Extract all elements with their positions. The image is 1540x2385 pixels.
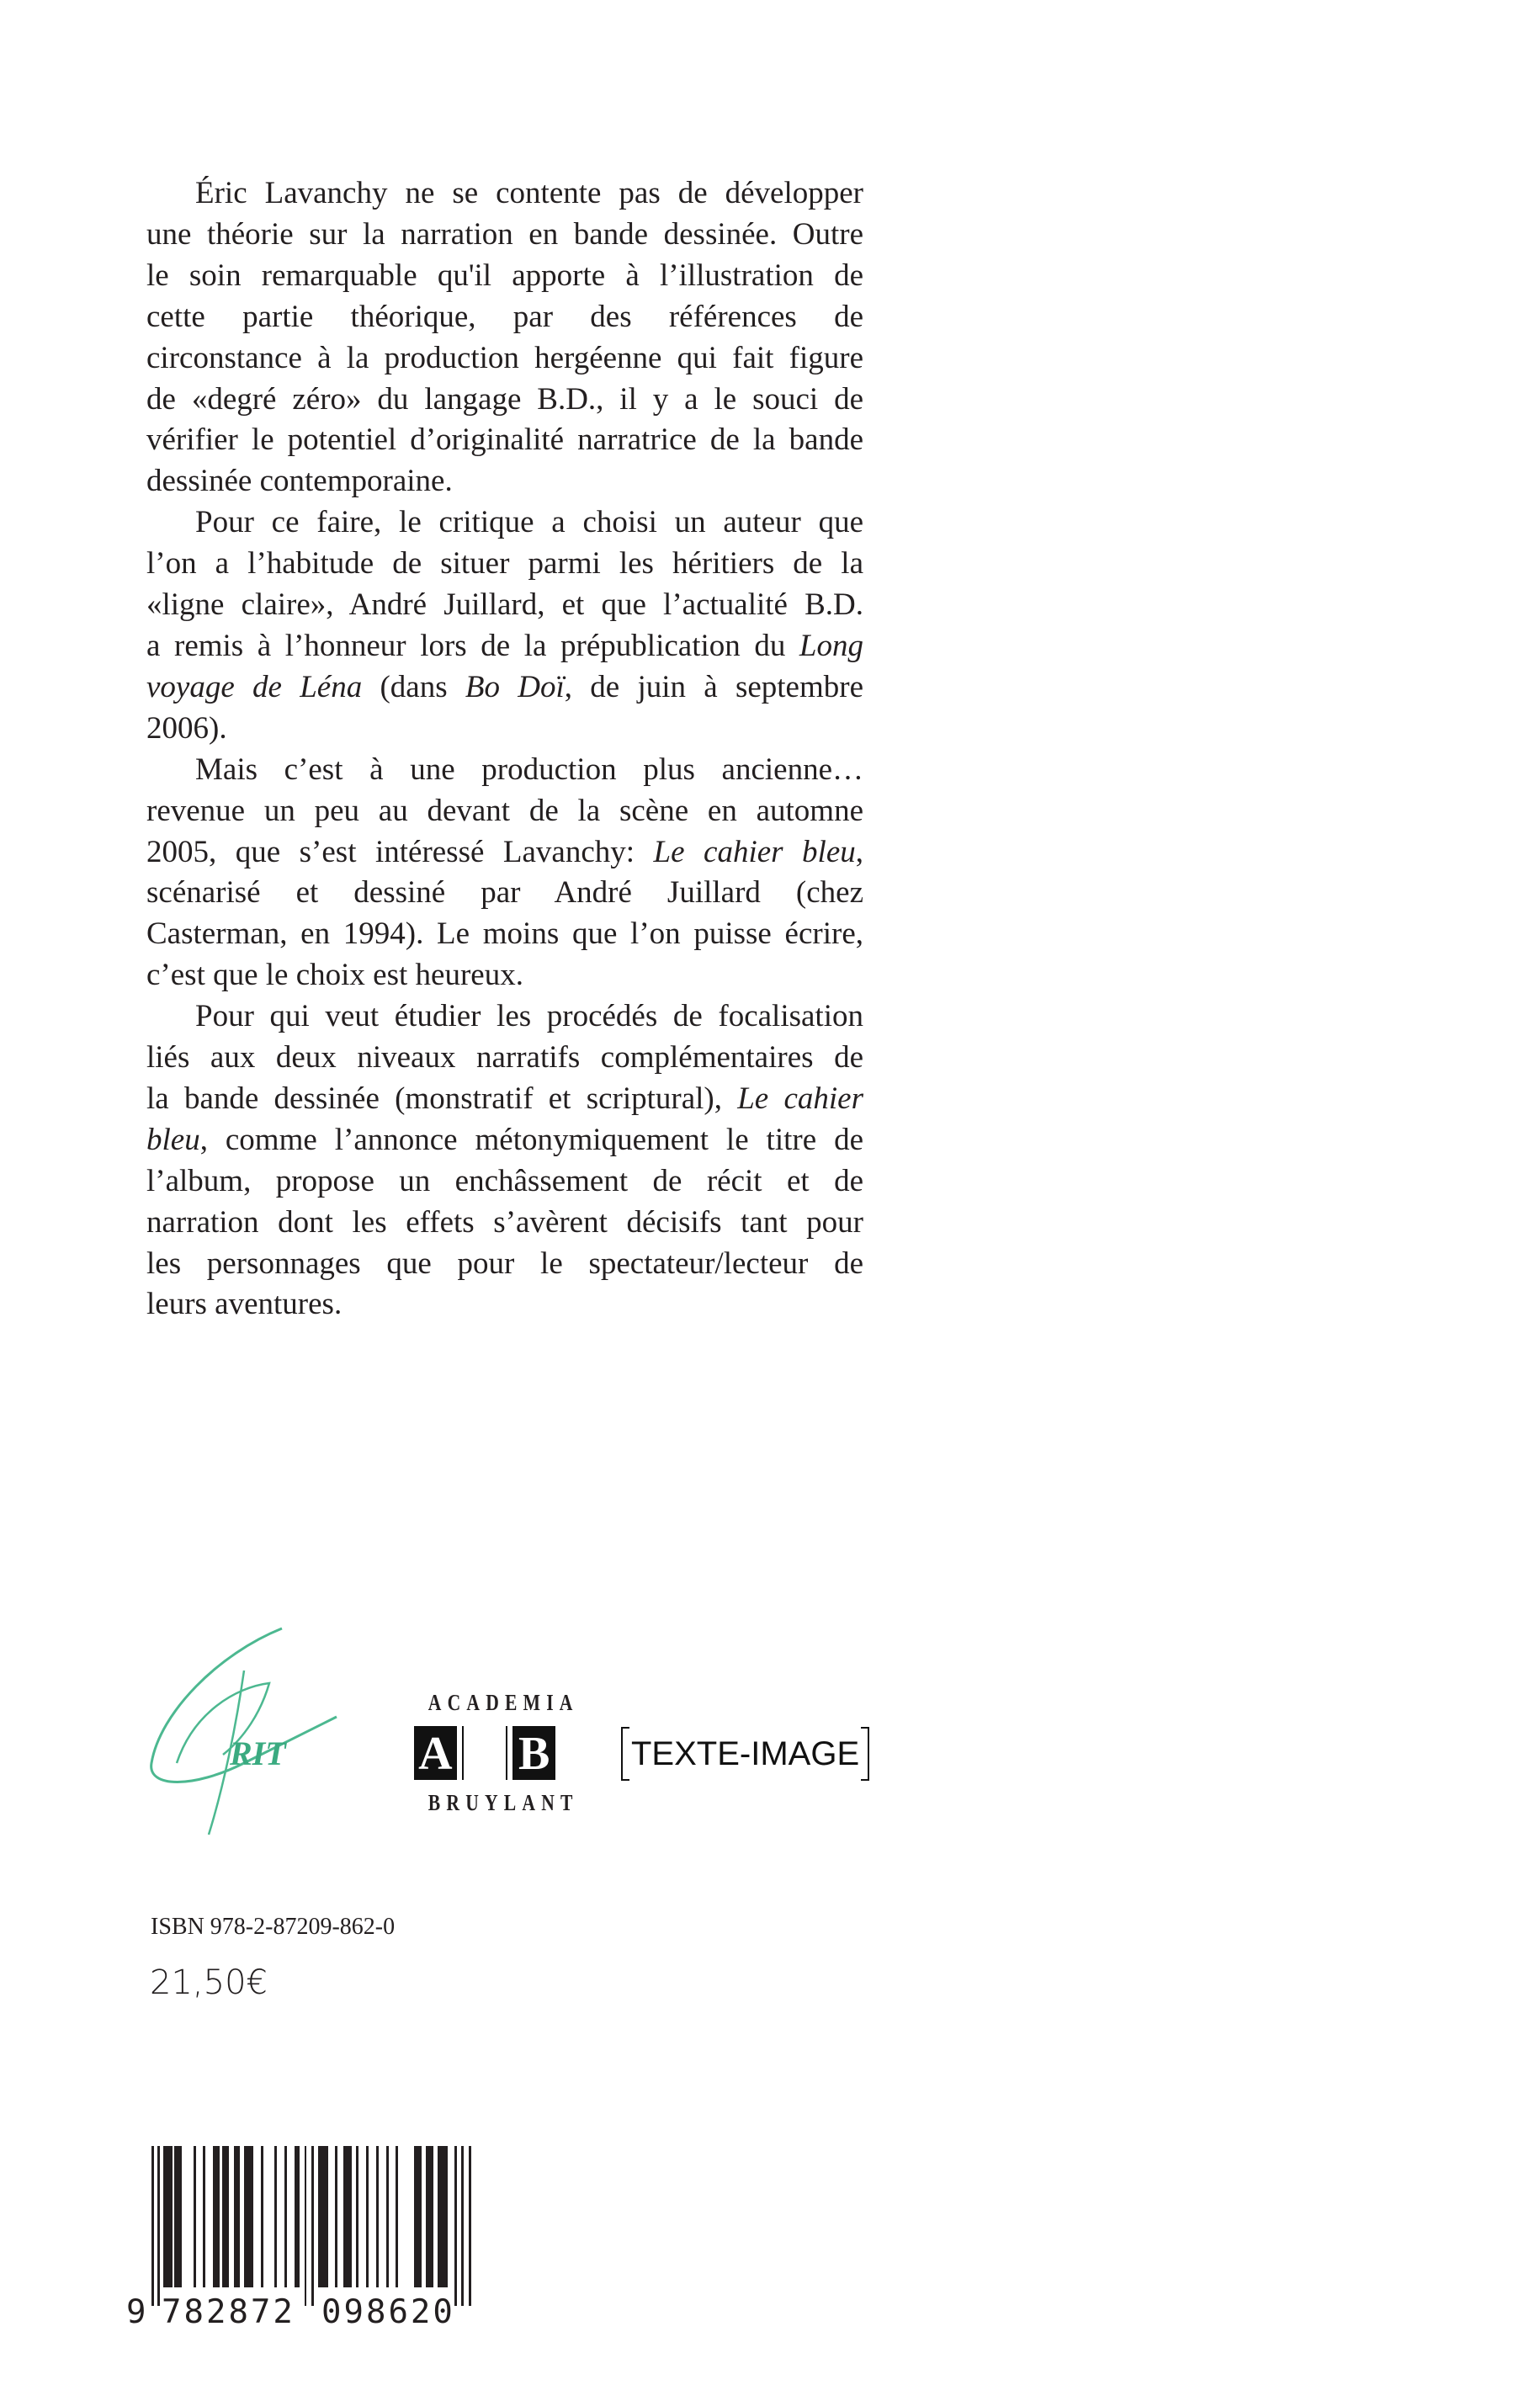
blurb-line bbox=[146, 1284, 863, 1325]
barcode-bar bbox=[366, 2146, 369, 2287]
text-segment: Mais c’est à une production plus ancienne… bbox=[195, 752, 863, 787]
text-segment: c’est que le choix est heureux. bbox=[146, 958, 523, 993]
text-segment: Pour ce faire, le critique a choisi un auteur que bbox=[195, 505, 863, 540]
blurb-line bbox=[146, 914, 863, 955]
barcode-bar bbox=[284, 2146, 287, 2287]
blurb-line bbox=[146, 750, 863, 791]
price: 21,50€ bbox=[150, 1963, 268, 2002]
blurb-line bbox=[146, 1244, 863, 1285]
blurb-line bbox=[146, 297, 863, 338]
blurb-line bbox=[146, 173, 863, 215]
text-segment: cette partie théorique, par des références de bbox=[146, 299, 863, 334]
blurb-line bbox=[146, 667, 863, 709]
barcode-bar bbox=[213, 2146, 220, 2287]
text-segment: vérifier le potentiel d’originalité narratrice de la bande bbox=[146, 422, 863, 458]
text-segment: «ligne claire», André Juillard, et que l’actualité B.D. bbox=[146, 587, 863, 623]
barcode-bar bbox=[203, 2146, 205, 2287]
text-segment: 2005, que s’est intéressé Lavanchy: bbox=[146, 834, 654, 869]
text-segment: l’on a l’habitude de situer parmi les héritiers de la bbox=[146, 546, 863, 582]
back-cover-blurb bbox=[146, 173, 863, 1325]
barcode-bar bbox=[335, 2146, 337, 2287]
text-segment: , bbox=[855, 834, 864, 869]
blurb-line bbox=[146, 1203, 863, 1244]
barcode-bar bbox=[376, 2146, 379, 2287]
barcode-bar bbox=[311, 2146, 314, 2306]
logo-divider bbox=[462, 1726, 508, 1780]
text-segment: scénarisé et dessiné par André Juillard (chez bbox=[146, 875, 863, 911]
blurb-line bbox=[146, 1120, 863, 1161]
blurb-line bbox=[146, 791, 863, 832]
barcode-left-digits: 782872 bbox=[162, 2293, 295, 2331]
blurb-line bbox=[146, 461, 863, 502]
italic-title: Bo Doï bbox=[465, 669, 565, 704]
italic-title: Long bbox=[799, 628, 863, 663]
text-segment: a remis à l’honneur lors de la prépublication du bbox=[146, 628, 799, 663]
barcode-bar bbox=[151, 2146, 154, 2306]
logo-letter-b: B bbox=[512, 1726, 555, 1780]
barcode-bar bbox=[234, 2146, 240, 2287]
blurb-line bbox=[146, 544, 863, 585]
blurb-line bbox=[146, 996, 863, 1038]
isbn: ISBN 978-2-87209-862-0 bbox=[151, 1914, 396, 1940]
barcode-bar bbox=[244, 2146, 253, 2287]
blurb-line bbox=[146, 1079, 863, 1120]
text-segment: liés aux deux niveaux narratifs complémentaires de bbox=[146, 1040, 863, 1076]
text-segment: narration dont les effets s’avèrent décisifs tant pour bbox=[146, 1204, 863, 1240]
text-segment: Éric Lavanchy ne se contente pas de développer bbox=[195, 176, 863, 210]
italic-title: Le cahier bleu bbox=[653, 834, 856, 869]
text-segment: les personnages que pour le spectateur/lecteur de bbox=[146, 1246, 863, 1281]
academia-label: ACADEMIA bbox=[427, 1690, 579, 1715]
text-segment: Casterman, en 1994). Le moins que l’on puisse écrire, bbox=[146, 916, 863, 952]
blurb-line bbox=[146, 502, 863, 544]
blurb-line bbox=[146, 1038, 863, 1079]
text-segment: le soin remarquable qu'il apporte à l’illustration de bbox=[146, 258, 863, 293]
text-segment: Pour qui veut étudier les procédés de focalisation bbox=[195, 999, 863, 1034]
text-segment: leurs aventures. bbox=[146, 1287, 343, 1322]
text-segment: une théorie sur la narration en bande dessinée. Outre bbox=[146, 216, 863, 252]
text-segment: , comme l’annonce métonymiquement le titre de bbox=[199, 1122, 863, 1157]
blurb-line bbox=[146, 380, 863, 421]
blurb-line bbox=[146, 338, 863, 380]
barcode bbox=[126, 2146, 480, 2331]
barcode-bar bbox=[426, 2146, 433, 2287]
barcode-bars bbox=[126, 2146, 480, 2314]
barcode-bar bbox=[461, 2146, 464, 2306]
barcode-bar bbox=[356, 2146, 358, 2287]
text-segment: circonstance à la production hergéenne qui fait figure bbox=[146, 340, 863, 375]
text-segment: l’album, propose un enchâssement de récit et de bbox=[146, 1163, 863, 1198]
grit-logo bbox=[143, 1620, 362, 1839]
barcode-bar bbox=[454, 2146, 457, 2306]
texte-image-collection-logo: TEXTE-IMAGE bbox=[621, 1727, 869, 1781]
italic-title: Le cahier bbox=[737, 1081, 863, 1116]
blurb-line bbox=[146, 585, 863, 626]
text-segment: , de juin à septembre bbox=[564, 669, 864, 704]
barcode-bar bbox=[305, 2146, 306, 2306]
blurb-line bbox=[146, 626, 863, 667]
barcode-first-digit: 9 bbox=[126, 2293, 149, 2331]
text-segment: revenue un peu au devant de la scène en automne bbox=[146, 793, 863, 828]
barcode-bar bbox=[414, 2146, 422, 2287]
blurb-line bbox=[146, 1161, 863, 1203]
text-segment: la bande dessinée (monstratif et scriptural), bbox=[146, 1081, 738, 1116]
barcode-bar bbox=[222, 2146, 229, 2287]
blurb-line bbox=[146, 420, 863, 461]
italic-title: voyage de Léna bbox=[146, 669, 363, 704]
barcode-bar bbox=[157, 2146, 160, 2306]
blurb-line bbox=[146, 256, 863, 297]
academia-bruylant-logo bbox=[414, 1690, 579, 1816]
blurb-line bbox=[146, 709, 863, 750]
barcode-bar bbox=[396, 2146, 398, 2287]
barcode-bar bbox=[261, 2146, 263, 2287]
text-segment: (dans bbox=[362, 669, 465, 704]
text-segment: 2006). bbox=[146, 710, 227, 746]
barcode-bar bbox=[174, 2146, 182, 2287]
blurb-line bbox=[146, 215, 863, 256]
barcode-bar bbox=[343, 2146, 352, 2287]
grit-logo-text: RIT bbox=[230, 1734, 286, 1772]
italic-title: bleu bbox=[146, 1122, 200, 1157]
barcode-bar bbox=[274, 2146, 277, 2287]
barcode-bar bbox=[194, 2146, 196, 2287]
text-segment: dessinée contemporaine. bbox=[146, 464, 453, 499]
logo-letter-a: A bbox=[414, 1726, 457, 1780]
barcode-bar bbox=[386, 2146, 389, 2287]
bruylant-label: BRUYLANT bbox=[427, 1790, 579, 1815]
barcode-bar bbox=[469, 2146, 471, 2306]
blurb-line bbox=[146, 832, 863, 874]
barcode-bar bbox=[163, 2146, 173, 2287]
barcode-right-digits: 098620 bbox=[321, 2293, 455, 2331]
blurb-line bbox=[146, 955, 863, 996]
barcode-bar bbox=[295, 2146, 300, 2287]
blurb-line bbox=[146, 873, 863, 914]
barcode-bar bbox=[438, 2146, 448, 2287]
text-segment: de «degré zéro» du langage B.D., il y a le souci de bbox=[146, 381, 863, 417]
barcode-bar bbox=[318, 2146, 328, 2287]
